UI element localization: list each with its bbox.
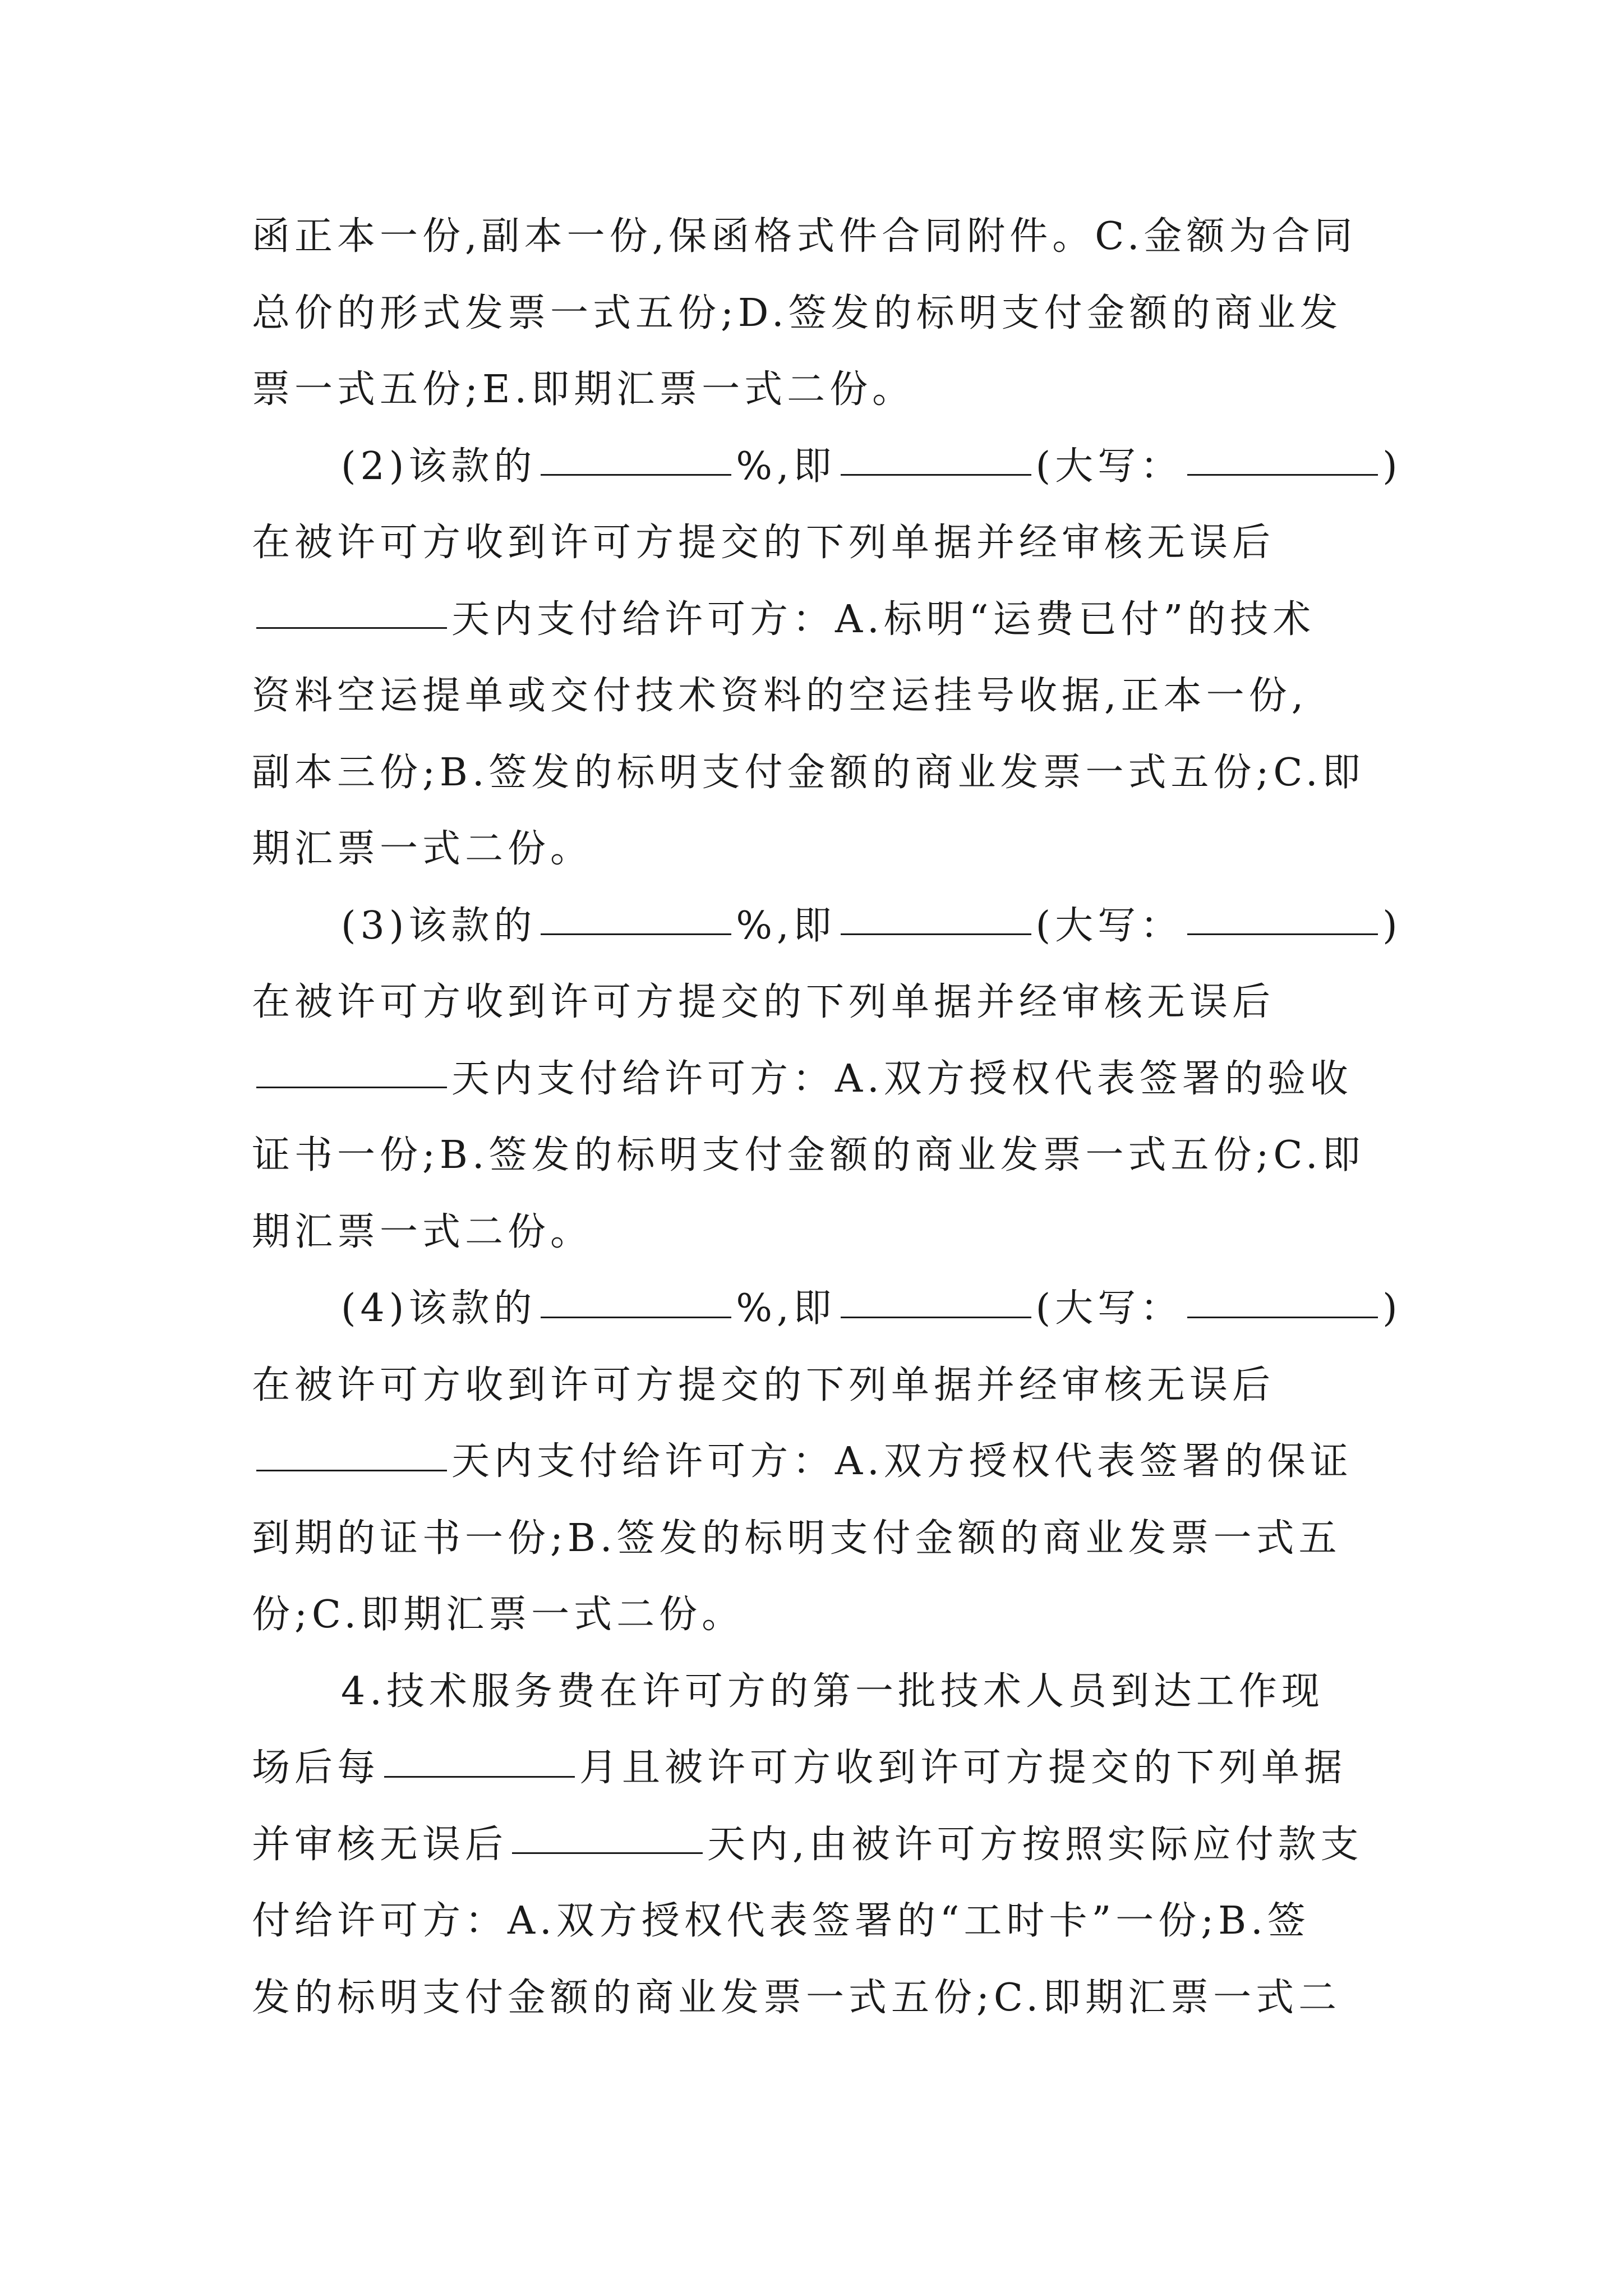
text-line	[252, 1128, 1385, 1184]
text-segment: %,即	[736, 444, 836, 489]
text-line	[252, 974, 1385, 1030]
text-line	[252, 1817, 1385, 1873]
text-line	[252, 362, 1385, 418]
fill-in-blank[interactable]	[256, 627, 447, 629]
text-line	[252, 1434, 1385, 1490]
fill-in-blank[interactable]	[1187, 1317, 1378, 1318]
text-line	[252, 1587, 1385, 1643]
text-line	[341, 898, 1474, 954]
text-segment: 副本三份;B.签发的标明支付金额的商业发票一式五份;C.即	[252, 750, 1365, 795]
text-line	[341, 439, 1474, 495]
text-segment: 在被许可方收到许可方提交的下列单据并经审核无误后	[252, 1363, 1275, 1407]
text-line	[252, 209, 1385, 265]
text-segment: 在被许可方收到许可方提交的下列单据并经审核无误后	[252, 980, 1275, 1024]
text-segment: 在被许可方收到许可方提交的下列单据并经审核无误后	[252, 521, 1275, 565]
text-line	[252, 668, 1385, 724]
text-segment: 场后每	[252, 1746, 380, 1790]
fill-in-blank[interactable]	[841, 1317, 1031, 1318]
text-line	[252, 592, 1385, 648]
text-segment: (大写：	[1035, 903, 1183, 948]
text-segment: 并审核无误后	[252, 1822, 508, 1867]
text-segment: (2)该款的	[341, 444, 537, 489]
fill-in-blank[interactable]	[384, 1776, 575, 1778]
fill-in-blank[interactable]	[1187, 933, 1378, 935]
text-segment: %,即	[736, 903, 836, 948]
fill-in-blank[interactable]	[541, 933, 731, 935]
fill-in-blank[interactable]	[541, 474, 731, 476]
text-segment: (大写：	[1035, 1286, 1183, 1331]
text-segment: (4)该款的	[341, 1286, 537, 1331]
text-segment: (3)该款的	[341, 903, 537, 948]
text-line	[252, 1511, 1385, 1567]
text-segment: 期汇票一式二份。	[252, 827, 593, 871]
text-segment: 到期的证书一份;B.签发的标明支付金额的商业发票一式五	[252, 1516, 1341, 1561]
text-segment: 期汇票一式二份。	[252, 1209, 593, 1254]
text-segment: )	[1382, 903, 1402, 948]
fill-in-blank[interactable]	[1187, 474, 1378, 476]
text-line	[252, 1204, 1385, 1260]
text-segment: 月且被许可方收到许可方提交的下列单据	[579, 1746, 1347, 1790]
text-segment: 天内支付给许可方：A.标明“运费已付”的技术	[451, 597, 1316, 642]
text-line	[341, 1281, 1474, 1337]
text-segment: )	[1382, 1286, 1402, 1331]
text-line	[252, 1893, 1385, 1949]
text-line	[252, 286, 1385, 342]
text-line	[252, 745, 1385, 801]
text-line	[341, 1664, 1474, 1720]
text-segment: 总价的形式发票一式五份;D.签发的标明支付金额的商业发	[252, 291, 1343, 335]
text-segment: )	[1382, 444, 1402, 489]
text-segment: 票一式五份;E.即期汇票一式二份。	[252, 367, 915, 412]
fill-in-blank[interactable]	[841, 474, 1031, 476]
text-line	[252, 1051, 1385, 1107]
text-segment: 证书一份;B.签发的标明支付金额的商业发票一式五份;C.即	[252, 1133, 1365, 1177]
fill-in-blank[interactable]	[256, 1470, 447, 1471]
text-segment: 份;C.即期汇票一式二份。	[252, 1593, 745, 1637]
text-segment: 函正本一份,副本一份,保函格式件合同附件。C.金额为合同	[252, 214, 1357, 259]
fill-in-blank[interactable]	[541, 1317, 731, 1318]
text-segment: 4.技术服务费在许可方的第一批技术人员到达工作现	[341, 1669, 1324, 1714]
text-line	[252, 821, 1385, 877]
text-segment: 发的标明支付金额的商业发票一式五份;C.即期汇票一式二	[252, 1975, 1341, 2020]
text-segment: 天内支付给许可方：A.双方授权代表签署的保证	[451, 1439, 1353, 1484]
text-line	[252, 1970, 1385, 2026]
text-segment: %,即	[736, 1286, 836, 1331]
text-segment: 天内支付给许可方：A.双方授权代表签署的验收	[451, 1056, 1353, 1101]
text-line	[252, 515, 1385, 571]
fill-in-blank[interactable]	[512, 1852, 703, 1854]
fill-in-blank[interactable]	[841, 933, 1031, 935]
fill-in-blank[interactable]	[256, 1087, 447, 1088]
text-line	[252, 1358, 1385, 1414]
text-line	[252, 1740, 1385, 1796]
text-segment: 资料空运提单或交付技术资料的空运挂号收据,正本一份,	[252, 674, 1308, 718]
text-segment: 天内,由被许可方按照实际应付款支	[707, 1822, 1363, 1867]
text-segment: 付给许可方：A.双方授权代表签署的“工时卡”一份;B.签	[252, 1899, 1310, 1943]
text-segment: (大写：	[1035, 444, 1183, 489]
